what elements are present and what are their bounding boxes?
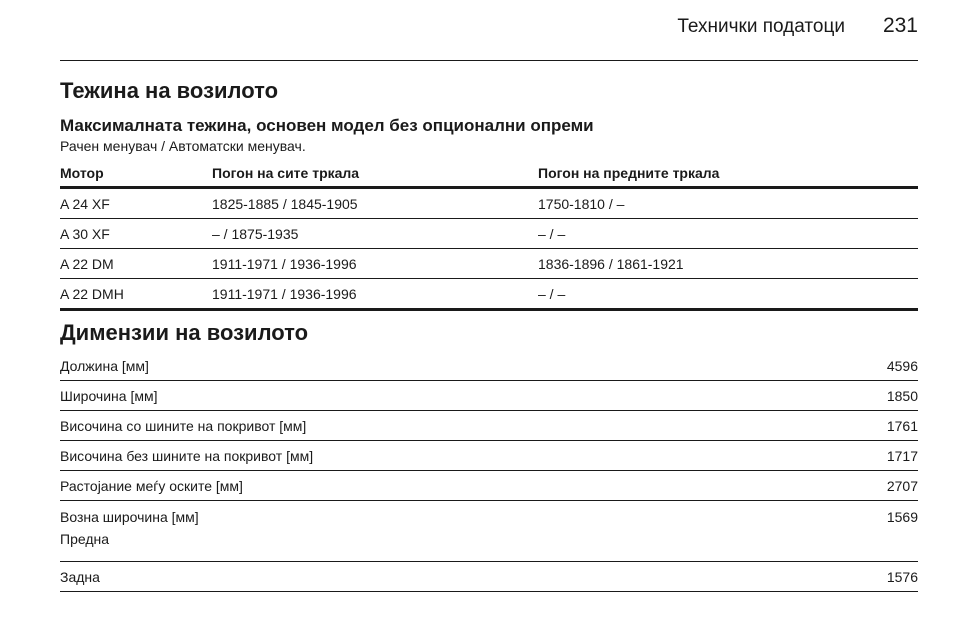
dimension-label: Должина [мм] <box>60 351 824 381</box>
awd-cell: 1911-1971 / 1936-1996 <box>212 249 538 279</box>
awd-cell: 1911-1971 / 1936-1996 <box>212 279 538 310</box>
dimension-value: 4596 <box>824 351 918 381</box>
engine-cell: A 22 DMH <box>60 279 212 310</box>
table-row <box>60 381 918 411</box>
fwd-cell: – / – <box>538 219 918 249</box>
table-row <box>60 471 918 501</box>
dimension-value: 1569 <box>824 501 918 562</box>
dimensions-heading: Димензии на возилото <box>60 320 309 345</box>
fwd-cell: 1836-1896 / 1861-1921 <box>538 249 918 279</box>
table-row <box>60 219 918 249</box>
col-fwd: Погон на предните тркала <box>538 160 918 188</box>
table-row <box>60 249 918 279</box>
dimension-label: Задна <box>60 562 824 592</box>
dimension-value: 2707 <box>824 471 918 501</box>
table-row <box>60 501 918 562</box>
engine-cell: A 22 DM <box>60 249 212 279</box>
engine-cell: A 24 XF <box>60 188 212 219</box>
fwd-cell: 1750-1810 / – <box>538 188 918 219</box>
page-header <box>60 14 918 50</box>
col-awd: Погон на сите тркала <box>212 160 538 188</box>
dimension-value: 1717 <box>824 441 918 471</box>
fwd-cell: – / – <box>538 279 918 310</box>
dimension-sublabel: Предна <box>60 531 110 547</box>
dimension-value: 1761 <box>824 411 918 441</box>
table-row <box>60 441 918 471</box>
awd-cell: 1825-1885 / 1845-1905 <box>212 188 538 219</box>
engine-cell: A 30 XF <box>60 219 212 249</box>
weight-note: Рачен менувач / Автоматски менувач. <box>60 138 306 154</box>
header-divider <box>60 60 918 61</box>
weight-subtitle: Максималната тежина, основен модел без опционални опреми <box>60 116 594 135</box>
table-row <box>60 351 918 381</box>
page-number: 231 <box>882 14 918 37</box>
dimension-label: Широчина [мм] <box>60 381 824 411</box>
awd-cell: – / 1875-1935 <box>212 219 538 249</box>
dimension-label: Растојание меѓу оските [мм] <box>60 471 824 501</box>
section-title: Технички податоци <box>677 16 845 37</box>
table-row <box>60 411 918 441</box>
dimension-label-group <box>60 501 824 562</box>
dimension-label: Височина со шините на покривот [мм] <box>60 411 824 441</box>
weight-table <box>60 160 918 311</box>
weight-table-header <box>60 160 918 188</box>
table-row <box>60 562 918 592</box>
dimensions-table <box>60 351 918 592</box>
col-engine: Мотор <box>60 160 212 188</box>
dimension-label: Возна широчина [мм] <box>60 509 199 525</box>
table-row <box>60 279 918 310</box>
dimension-label: Височина без шините на покривот [мм] <box>60 441 824 471</box>
weight-heading: Тежина на возилото <box>60 78 279 103</box>
table-row <box>60 188 918 219</box>
dimension-value: 1850 <box>824 381 918 411</box>
dimension-value: 1576 <box>824 562 918 592</box>
